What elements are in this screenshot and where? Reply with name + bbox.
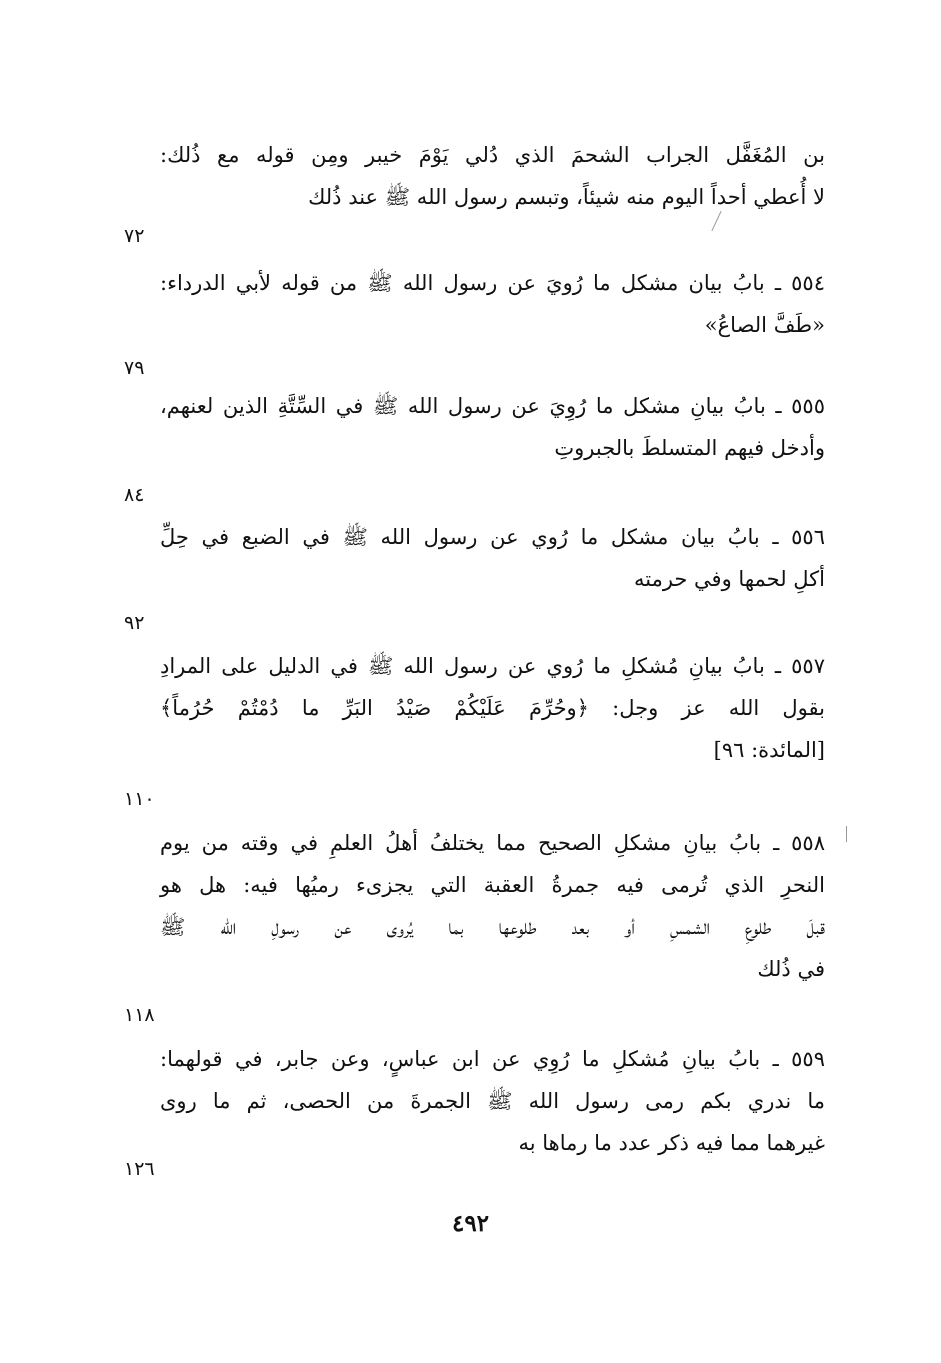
entry-line: غيرهما مما فيه ذكر عدد ما رماها به <box>518 1131 825 1155</box>
page-reference: ٨٤ <box>124 484 145 506</box>
entry-line: ٥٥٤ ـ بابُ بيان مشكل ما رُويَ عن رسول الله ﷺ من قوله لأبي الدرداء: <box>160 271 825 295</box>
entry-line: لا أُعطي أحداً اليوم منه شيئاً، وتبسم رسول الله ﷺ عند ذُلك <box>308 185 825 209</box>
page-reference: ٩٢ <box>124 612 145 634</box>
index-entry-558 <box>160 822 825 990</box>
entry-line: بن المُغَفَّل الجراب الشحمَ الذي دُلي يَوْمَ خيبر ومِن قوله مع ذُلك: <box>160 143 825 167</box>
index-entry-556 <box>160 516 825 600</box>
page-reference: ١٢٦ <box>124 1158 155 1180</box>
entry-line: النحرِ الذي تُرمى فيه جمرةُ العقبة التي يجزىء رميُها فيه: هل هو <box>160 873 825 897</box>
page-reference: ١١٨ <box>124 1004 155 1026</box>
scan-mark <box>846 826 847 842</box>
index-entry-559 <box>160 1038 825 1164</box>
page-reference: ٧٩ <box>124 357 145 379</box>
entry-line: ٥٥٩ ـ بابُ بيانِ مُشكلِ ما رُوِي عن ابن عباسٍ، وعن جابر، في قولهما: <box>160 1047 825 1071</box>
page-reference: ٧٢ <box>124 225 145 247</box>
index-entry-557 <box>160 645 825 771</box>
page-reference: ١١٠ <box>124 788 155 810</box>
entry-line: «طَفَّ الصاعُ» <box>704 313 825 337</box>
entry-line: ٥٥٧ ـ بابُ بيانِ مُشكلِ ما رُوي عن رسول الله ﷺ في الدليل على المرادِ <box>160 654 825 678</box>
entry-line: ٥٥٨ ـ بابُ بيانِ مشكلِ الصحيح مما يختلفُ أهلُ العلمِ في وقته من يوم <box>160 831 825 855</box>
entry-line: بقول الله عز وجل: ﴿وحُرِّمَ عَلَيْكُمْ صَيْدُ البَرِّ ما دُمْتُمْ حُرُماً﴾ <box>160 696 825 720</box>
page-number: ٤٩٢ <box>451 1210 490 1237</box>
index-entry-continuation <box>160 134 825 218</box>
entry-line: ٥٥٥ ـ بابُ بيانِ مشكل ما رُوِيَ عن رسول الله ﷺ في السِّتَّةِ الذين لعنهم، <box>160 394 825 418</box>
entry-line: أكلِ لحمها وفي حرمته <box>633 567 825 591</box>
index-entry-555 <box>160 385 825 469</box>
entry-line: [المائدة: ٩٦] <box>713 738 825 762</box>
entry-line: ما ندري بكم رمى رسول الله ﷺ الجمرةَ من الحصى، ثم ما روى <box>160 1089 825 1113</box>
entry-line: ٥٥٦ ـ بابُ بيان مشكل ما رُوي عن رسول الله ﷺ في الضبع في حِلِّ <box>160 525 825 549</box>
entry-line: وأدخل فيهم المتسلطَ بالجبروتِ <box>554 436 825 460</box>
index-entry-554 <box>160 262 825 346</box>
entry-line: قبلَ طلوعِ الشمسِ أو بعد طلوعها بما يُروى عن رسولِ الله ﷺ <box>160 915 825 939</box>
entry-line: في ذُلك <box>757 957 825 981</box>
